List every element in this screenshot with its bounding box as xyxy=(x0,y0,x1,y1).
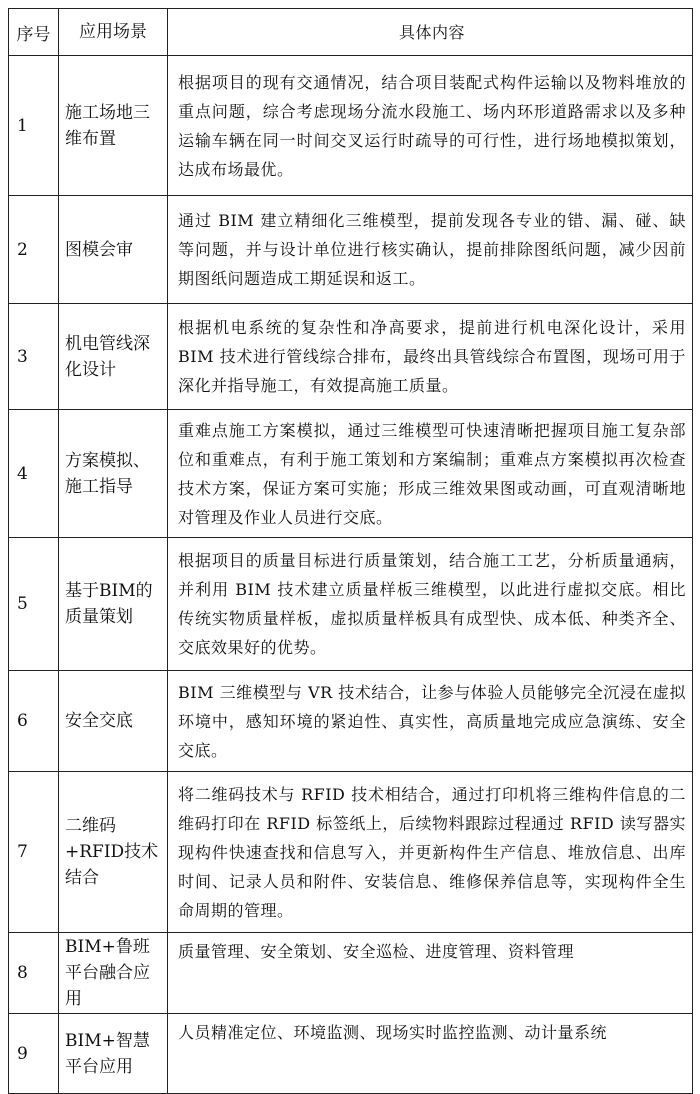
row-scene: 二维码+RFID技术结合 xyxy=(59,772,168,933)
row-number: 4 xyxy=(9,410,59,538)
row-number: 7 xyxy=(9,772,59,933)
row-content: 重难点施工方案模拟，通过三维模型可快速清晰把握项目施工复杂部位和重难点，有利于施工策划和方案编制；重难点方案模拟再次检查技术方案，保证方案可实施；形成三维效果图或动画，可直观清晰地对管理及作业人员进行交底。 xyxy=(168,410,693,538)
row-scene: 机电管线深化设计 xyxy=(59,304,168,410)
header-number: 序号 xyxy=(9,9,59,56)
row-content: 根据项目的现有交通情况，结合项目装配式构件运输以及物料堆放的重点问题，综合考虑现场分流水段施工、场内环形道路需求以及多种运输车辆在同一时间交叉运行时疏导的可行性，进行场地模拟策划，达成布场最优。 xyxy=(168,56,693,196)
row-scene: 方案模拟、施工指导 xyxy=(59,410,168,538)
row-content: 人员精准定位、环境监测、现场实时监控监测、动计量系统 xyxy=(168,1014,693,1094)
row-content: 将二维码技术与 RFID 技术相结合，通过打印机将三维构件信息的二维码打印在 RFID 标签纸上，后续物料跟踪过程通过 RFID 读写器实现构件快速查找和信息写入，并更新构件生产信息、堆放信息、出库时间、记录人员和附件、安装信息、维修保养信息等，实现构件全生命周期的管理。 xyxy=(168,772,693,933)
row-content: 质量管理、安全策划、安全巡检、进度管理、资料管理 xyxy=(168,933,693,1014)
row-content: 通过 BIM 建立精细化三维模型，提前发现各专业的错、漏、碰、缺等问题，并与设计单位进行核实确认，提前排除图纸问题，减少因前期图纸问题造成工期延误和返工。 xyxy=(168,196,693,304)
table-row xyxy=(9,671,693,772)
row-scene: 基于BIM的质量策划 xyxy=(59,538,168,671)
table-row xyxy=(9,933,693,1014)
row-number: 6 xyxy=(9,671,59,772)
row-number: 2 xyxy=(9,196,59,304)
row-content: BIM 三维模型与 VR 技术结合，让参与体验人员能够完全沉浸在虚拟环境中，感知环境的紧迫性、真实性，高质量地完成应急演练、安全交底。 xyxy=(168,671,693,772)
row-number: 1 xyxy=(9,56,59,196)
table-row xyxy=(9,1014,693,1094)
row-scene: 安全交底 xyxy=(59,671,168,772)
table-row xyxy=(9,196,693,304)
table-row xyxy=(9,410,693,538)
header-scene: 应用场景 xyxy=(59,9,168,56)
table-header-row xyxy=(9,9,693,56)
row-scene: 图模会审 xyxy=(59,196,168,304)
row-scene: BIM+智慧平台应用 xyxy=(59,1014,168,1094)
row-number: 9 xyxy=(9,1014,59,1094)
row-content: 根据项目的质量目标进行质量策划，结合施工工艺，分析质量通病，并利用 BIM 技术建立质量样板三维模型，以此进行虚拟交底。相比传统实物质量样板，虚拟质量样板具有成型快、成本低、种类齐全、交底效果好的优势。 xyxy=(168,538,693,671)
table-row xyxy=(9,304,693,410)
bim-application-table xyxy=(8,8,693,1094)
row-scene: 施工场地三维布置 xyxy=(59,56,168,196)
row-number: 3 xyxy=(9,304,59,410)
table-row xyxy=(9,538,693,671)
table-row xyxy=(9,772,693,933)
row-scene: BIM+鲁班平台融合应用 xyxy=(59,933,168,1014)
row-content: 根据机电系统的复杂性和净高要求，提前进行机电深化设计，采用 BIM 技术进行管线综合排布，最终出具管线综合布置图，现场可用于深化并指导施工，有效提高施工质量。 xyxy=(168,304,693,410)
table-row xyxy=(9,56,693,196)
row-number: 8 xyxy=(9,933,59,1014)
header-content: 具体内容 xyxy=(168,9,693,56)
row-number: 5 xyxy=(9,538,59,671)
